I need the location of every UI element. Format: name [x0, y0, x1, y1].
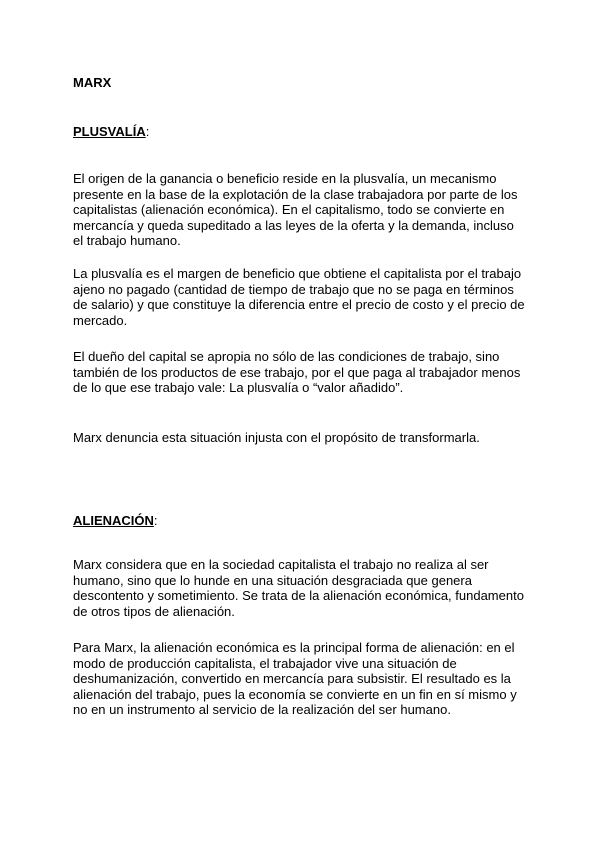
section-heading-text: ALIENACIÓN [73, 513, 154, 528]
paragraph-plusvalia-3: El dueño del capital se apropia no sólo de las condiciones de trabajo, sino también de los productos de ese trabajo, por el que paga al trabajador menos de lo que ese trabajo vale: La plusvalía o “valor añadido”. [73, 349, 521, 396]
section-heading-plusvalia [73, 124, 149, 140]
section-heading-colon: : [145, 124, 150, 139]
paragraph-alienacion-1: Marx considera que en la sociedad capitalista el trabajo no realiza al ser humano, sino que lo hunde en una situación desgraciada que genera descontento y sometimiento. Se trata de la alienación económica, fundamento de otros tipos de alienación. [73, 557, 524, 619]
section-heading-alienacion [73, 513, 158, 529]
paragraph-plusvalia-1: El origen de la ganancia o beneficio reside en la plusvalía, un mecanismo presente en la base de la explotación de la clase trabajadora por parte de los capitalistas (alienación económica). En el capitalismo, todo se convierte en mercancía y queda supeditado a las leyes de la oferta y la demanda, incluso el trabajo humano. [73, 171, 518, 249]
paragraph-plusvalia-2: La plusvalía es el margen de beneficio que obtiene el capitalista por el trabajo ajeno no pagado (cantidad de tiempo de trabajo que no se paga en términos de salario) y que constituye la diferencia entre el precio de costo y el precio de mercado. [73, 266, 525, 328]
paragraph-alienacion-2: Para Marx, la alienación económica es la principal forma de alienación: en el modo de producción capitalista, el trabajador vive una situación de deshumanización, convertido en mercancía para subsistir. El resultado es la alienación del trabajo, pues la economía se convierte en un fin en sí mismo y no en un instrumento al servicio de la realización del ser humano. [73, 640, 517, 718]
section-heading-text: PLUSVALÍA [73, 124, 146, 139]
document-title: MARX [73, 75, 112, 90]
paragraph-plusvalia-4: Marx denuncia esta situación injusta con el propósito de transformarla. [73, 430, 480, 445]
section-heading-colon: : [153, 513, 158, 528]
